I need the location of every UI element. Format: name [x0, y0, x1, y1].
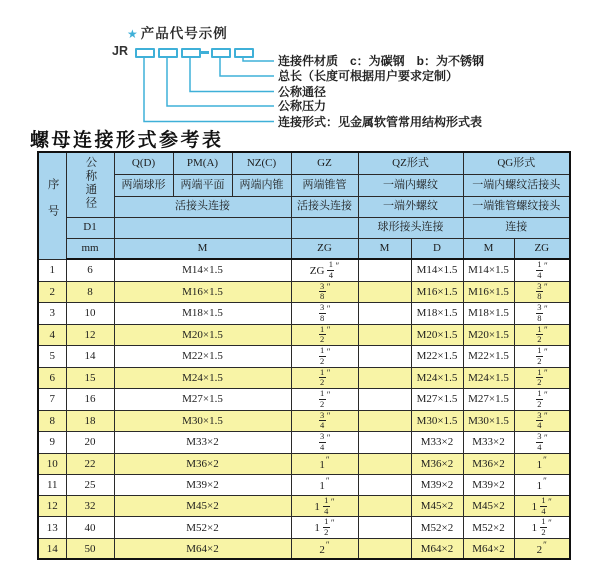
header-pm-desc: 两端平面: [173, 174, 232, 196]
cell-gz: $\frac{3}{4}$ ″: [291, 410, 358, 432]
header-nz-desc: 两端内锥: [232, 174, 291, 196]
header-col-qz: QZ形式: [358, 152, 463, 174]
cell-m: M24×1.5: [114, 367, 291, 389]
table-body: [38, 259, 570, 559]
label-total-length: 总长（长度可根据用户要求定制）: [278, 69, 459, 83]
cell-m: M20×1.5: [114, 324, 291, 346]
cell-qz-d: M24×1.5: [411, 367, 463, 389]
cell-qz-m: [358, 324, 411, 346]
cell-qz-m: [358, 303, 411, 325]
header-unit-qz-d: D: [411, 238, 463, 259]
cell-qg-zg: 1 $\frac{1}{4}$ ″: [514, 495, 570, 517]
star-icon: ★: [127, 27, 139, 41]
table-row: [38, 367, 570, 389]
cell-qz-m: [358, 259, 411, 281]
cell-qz-d: M16×1.5: [411, 281, 463, 303]
header-unit-zg: ZG: [291, 238, 358, 259]
cell-m: M33×2: [114, 432, 291, 454]
cell-qz-d: M39×2: [411, 474, 463, 495]
label-material: 连接件材质 c：为碳钢 b：为不锈钢: [278, 54, 485, 68]
code-prefix: JR: [112, 44, 128, 58]
cell-gz: 1 $\frac{1}{4}$ ″: [291, 495, 358, 517]
cell-mm: 22: [66, 453, 114, 474]
cell-gz: 1″: [291, 474, 358, 495]
cell-m: M39×2: [114, 474, 291, 495]
cell-qg-zg: $\frac{1}{2}$ ″: [514, 367, 570, 389]
header-qg-conn: 连接: [463, 217, 570, 238]
header-qz-conn: 球形接头连接: [358, 217, 463, 238]
cell-seq: 4: [38, 324, 66, 346]
cell-seq: 1: [38, 259, 66, 281]
cell-seq: 11: [38, 474, 66, 495]
cell-qz-d: M22×1.5: [411, 346, 463, 368]
cell-qz-d: M18×1.5: [411, 303, 463, 325]
cell-seq: 12: [38, 495, 66, 517]
cell-m: M45×2: [114, 495, 291, 517]
table-row: [38, 453, 570, 474]
cell-seq: 5: [38, 346, 66, 368]
header-qz-desc1: 一端内螺纹: [358, 174, 463, 196]
cell-seq: 9: [38, 432, 66, 454]
cell-mm: 12: [66, 324, 114, 346]
header-qz-desc2: 一端外螺纹: [358, 196, 463, 217]
cell-qg-m: M33×2: [463, 432, 514, 454]
cell-gz: ZG $\frac{1}{4}$ ″: [291, 259, 358, 281]
cell-qz-m: [358, 495, 411, 517]
header-unit-qg-zg: ZG: [514, 238, 570, 259]
cell-mm: 15: [66, 367, 114, 389]
header-gz-conn: 活接头连接: [291, 196, 358, 217]
cell-mm: 25: [66, 474, 114, 495]
cell-qg-m: M36×2: [463, 453, 514, 474]
header-unit-qz-m: M: [358, 238, 411, 259]
cell-qg-zg: $\frac{1}{4}$ ″: [514, 259, 570, 281]
table-row: [38, 324, 570, 346]
cell-qg-m: M45×2: [463, 495, 514, 517]
cell-qg-zg: $\frac{3}{4}$ ″: [514, 410, 570, 432]
header-col-gz: GZ: [291, 152, 358, 174]
cell-qz-m: [358, 367, 411, 389]
cell-seq: 7: [38, 389, 66, 411]
cell-qg-m: M22×1.5: [463, 346, 514, 368]
cell-m: M14×1.5: [114, 259, 291, 281]
cell-qg-zg: 1 $\frac{1}{2}$ ″: [514, 517, 570, 539]
header-qg-desc1: 一端内螺纹活接头: [463, 174, 570, 196]
table-row: [38, 410, 570, 432]
cell-qz-m: [358, 346, 411, 368]
cell-mm: 10: [66, 303, 114, 325]
cell-seq: 6: [38, 367, 66, 389]
table-row: [38, 474, 570, 495]
cell-seq: 10: [38, 453, 66, 474]
table-header: [38, 152, 570, 259]
cell-seq: 14: [38, 538, 66, 559]
cell-qg-m: M18×1.5: [463, 303, 514, 325]
cell-qz-m: [358, 517, 411, 539]
header-col-q: Q(D): [114, 152, 173, 174]
header-mm: mm: [66, 238, 114, 259]
diagram-heading-text: 产品代号示例: [140, 26, 228, 41]
cell-qz-m: [358, 410, 411, 432]
cell-qz-m: [358, 453, 411, 474]
header-nominal: 公称通径: [66, 152, 114, 217]
cell-qg-zg: $\frac{3}{4}$ ″: [514, 432, 570, 454]
cell-m: M27×1.5: [114, 389, 291, 411]
cell-gz: $\frac{1}{2}$ ″: [291, 324, 358, 346]
cell-gz: $\frac{1}{2}$ ″: [291, 389, 358, 411]
label-nominal-diameter: 公称通径: [278, 84, 327, 99]
cell-m: M16×1.5: [114, 281, 291, 303]
header-col-nz: NZ(C): [232, 152, 291, 174]
cell-qz-d: M45×2: [411, 495, 463, 517]
cell-qz-d: M20×1.5: [411, 324, 463, 346]
cell-qz-d: M64×2: [411, 538, 463, 559]
cell-gz: 2″: [291, 538, 358, 559]
cell-qg-m: M24×1.5: [463, 367, 514, 389]
label-connection-type: 连接形式：见金属软管常用结构形式表: [278, 114, 483, 129]
header-col-qg: QG形式: [463, 152, 570, 174]
cell-qz-d: M30×1.5: [411, 410, 463, 432]
header-gz-desc: 两端锥管: [291, 174, 358, 196]
table-row: [38, 432, 570, 454]
header-unit-qg-m: M: [463, 238, 514, 259]
cell-seq: 3: [38, 303, 66, 325]
cell-gz: $\frac{3}{8}$ ″: [291, 281, 358, 303]
cell-mm: 8: [66, 281, 114, 303]
cell-qg-zg: 2″: [514, 538, 570, 559]
cell-qg-m: M14×1.5: [463, 259, 514, 281]
table-row: [38, 281, 570, 303]
cell-m: M64×2: [114, 538, 291, 559]
cell-qg-zg: $\frac{1}{2}$ ″: [514, 346, 570, 368]
cell-gz: $\frac{3}{4}$ ″: [291, 432, 358, 454]
cell-m: M22×1.5: [114, 346, 291, 368]
cell-qz-m: [358, 281, 411, 303]
header-empty-cell: [291, 217, 358, 238]
cell-qz-d: M14×1.5: [411, 259, 463, 281]
cell-mm: 16: [66, 389, 114, 411]
table-row: [38, 538, 570, 559]
table-row: [38, 517, 570, 539]
header-seq: 序号: [38, 152, 66, 259]
cell-m: M18×1.5: [114, 303, 291, 325]
cell-qg-zg: 1″: [514, 453, 570, 474]
cell-m: M30×1.5: [114, 410, 291, 432]
cell-qg-zg: $\frac{3}{8}$ ″: [514, 281, 570, 303]
cell-seq: 8: [38, 410, 66, 432]
table-row: [38, 259, 570, 281]
cell-m: M36×2: [114, 453, 291, 474]
cell-gz: 1 $\frac{1}{2}$ ″: [291, 517, 358, 539]
cell-mm: 6: [66, 259, 114, 281]
header-unit-m: M: [114, 238, 291, 259]
cell-qg-zg: $\frac{1}{2}$ ″: [514, 389, 570, 411]
cell-gz: 1″: [291, 453, 358, 474]
cell-qz-m: [358, 538, 411, 559]
table-row: [38, 389, 570, 411]
cell-seq: 2: [38, 281, 66, 303]
cell-qz-d: M27×1.5: [411, 389, 463, 411]
cell-qg-m: M52×2: [463, 517, 514, 539]
table-row: [38, 303, 570, 325]
header-empty-cell: [114, 217, 291, 238]
cell-qg-m: M27×1.5: [463, 389, 514, 411]
cell-gz: $\frac{3}{8}$ ″: [291, 303, 358, 325]
header-union-conn: 活接头连接: [114, 196, 291, 217]
label-nominal-pressure: 公称压力: [278, 99, 327, 113]
header-col-pm: PM(A): [173, 152, 232, 174]
cell-qg-m: M64×2: [463, 538, 514, 559]
cell-qz-d: M33×2: [411, 432, 463, 454]
cell-qg-m: M16×1.5: [463, 281, 514, 303]
cell-qz-m: [358, 389, 411, 411]
cell-qz-m: [358, 432, 411, 454]
header-d1: D1: [66, 217, 114, 238]
cell-seq: 13: [38, 517, 66, 539]
header-qg-desc2: 一端锥管螺纹接头: [463, 196, 570, 217]
cell-gz: $\frac{1}{2}$ ″: [291, 346, 358, 368]
cell-mm: 14: [66, 346, 114, 368]
cell-mm: 32: [66, 495, 114, 517]
table-title: 螺母连接形式参考表: [30, 130, 224, 151]
cell-m: M52×2: [114, 517, 291, 539]
cell-qg-m: M39×2: [463, 474, 514, 495]
cell-mm: 18: [66, 410, 114, 432]
cell-qz-m: [358, 474, 411, 495]
header-q-desc: 两端球形: [114, 174, 173, 196]
cell-qz-d: M52×2: [411, 517, 463, 539]
cell-qg-m: M30×1.5: [463, 410, 514, 432]
nut-connection-table: [37, 151, 571, 560]
cell-qg-zg: $\frac{1}{2}$ ″: [514, 324, 570, 346]
cell-qg-zg: $\frac{3}{8}$ ″: [514, 303, 570, 325]
cell-qg-m: M20×1.5: [463, 324, 514, 346]
cell-qg-zg: 1″: [514, 474, 570, 495]
cell-mm: 40: [66, 517, 114, 539]
table-row: [38, 346, 570, 368]
cell-qz-d: M36×2: [411, 453, 463, 474]
table-row: [38, 495, 570, 517]
cell-mm: 20: [66, 432, 114, 454]
cell-mm: 50: [66, 538, 114, 559]
cell-gz: $\frac{1}{2}$ ″: [291, 367, 358, 389]
